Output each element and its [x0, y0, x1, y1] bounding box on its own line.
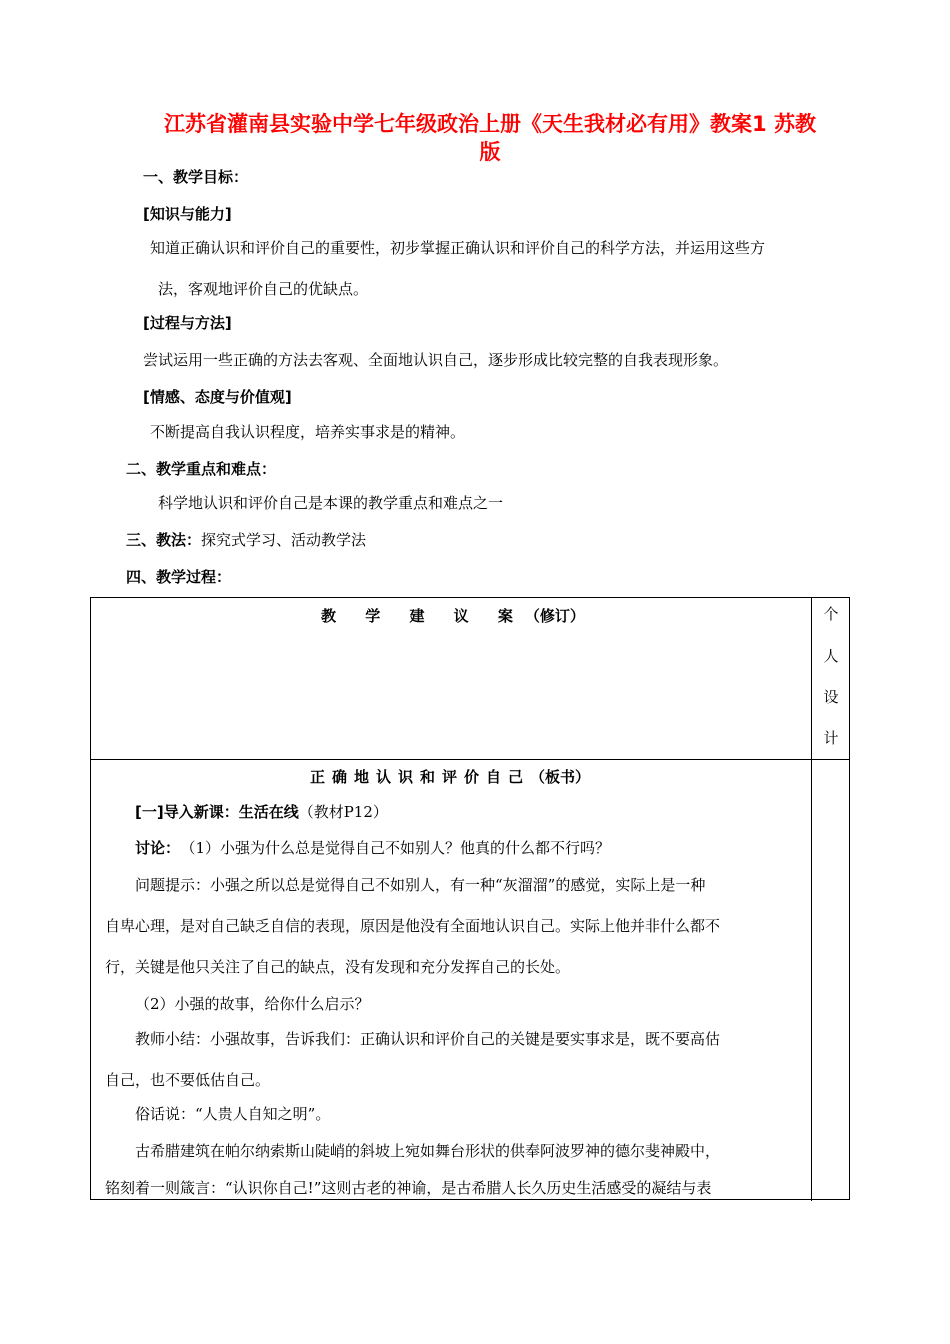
- side-char-4: 计: [823, 729, 839, 747]
- summary-line-1: 教师小结：小强故事，告诉我们：正确认识和评价自己的关键是要实事求是，既不要高估: [135, 1030, 721, 1048]
- greek-line-1: 古希腊建筑在帕尔纳索斯山陡峭的斜坡上宛如舞台形状的供奉阿波罗神的德尔斐神殿中，: [135, 1142, 721, 1160]
- side-char-1: 个: [823, 605, 839, 623]
- page-title-line1: 江苏省灌南县实验中学七年级政治上册《天生我材必有用》教案1 苏教: [164, 112, 816, 136]
- hint-line-2: 自卑心理，是对自己缺乏自信的表现，原因是他没有全面地认识自己。实际上他并非什么都不: [105, 917, 721, 935]
- proverb-line: 俗话说：“人贵人自知之明”。: [135, 1105, 331, 1123]
- knowledge-heading: [知识与能力]: [143, 205, 232, 223]
- hint-line-3: 行，关键是他只关注了自己的缺点，没有发现和充分发挥自己的长处。: [105, 958, 571, 976]
- intro-label: [一]导入新课：生活在线: [135, 803, 299, 821]
- table-row-divider: [91, 759, 849, 760]
- key-points-text: 科学地认识和评价自己是本课的教学重点和难点之一: [158, 494, 504, 512]
- intro-line: [135, 801, 388, 822]
- greek-line-2: 铭刻着一则箴言：“认识你自己!”这则古老的神谕，是古希腊人长久历史生活感受的凝结与表: [105, 1179, 712, 1197]
- page-title: [130, 110, 850, 166]
- goals-heading: 一、教学目标：: [143, 168, 249, 186]
- table-header-main: [321, 605, 585, 626]
- discussion-question-1: （1）小强为什么总是觉得自己不如别人？他真的什么都不行吗？: [188, 839, 611, 857]
- discussion-line: [135, 837, 610, 858]
- emotion-heading: [情感、态度与价值观]: [143, 388, 292, 406]
- teaching-method: [126, 529, 366, 550]
- side-char-3: 设: [823, 688, 839, 706]
- discussion-question-2: （2）小强的故事，给你什么启示？: [135, 995, 370, 1013]
- side-char-2: 人: [823, 647, 839, 665]
- board-title-suffix: （板书）: [530, 768, 591, 786]
- process-heading: [过程与方法]: [143, 314, 232, 332]
- board-title-text: 正确地认识和评价自己: [310, 768, 531, 786]
- hint-line-1: 问题提示：小强之所以总是觉得自己不如别人，有一种“灰溜溜”的感觉，实际上是一种: [135, 876, 706, 894]
- personal-design-column: [812, 598, 850, 758]
- teaching-process-heading: 四、教学过程：: [126, 568, 232, 586]
- teaching-method-text: 探究式学习、活动教学法: [201, 531, 367, 549]
- emotion-text: 不断提高自我认识程度，培养实事求是的精神。: [150, 423, 466, 441]
- discussion-label: 讨论：: [135, 839, 181, 857]
- knowledge-text-line2: 法，客观地评价自己的优缺点。: [158, 280, 369, 298]
- table-header-suffix: （修订）: [524, 607, 585, 625]
- lesson-table: [90, 597, 850, 1200]
- board-title: [310, 766, 590, 787]
- intro-reference: （教材P12）: [298, 803, 388, 821]
- teaching-method-label: 三、教法：: [126, 531, 202, 549]
- process-text: 尝试运用一些正确的方法去客观、全面地认识自己，逐步形成比较完整的自我表现形象。: [143, 351, 729, 369]
- summary-line-2: 自己，也不要低估自己。: [105, 1071, 271, 1089]
- key-points-heading: 二、教学重点和难点：: [126, 460, 277, 478]
- knowledge-text-line1: 知道正确认识和评价自己的重要性，初步掌握正确认识和评价自己的科学方法，并运用这些方: [150, 239, 766, 257]
- table-header-main-text: 教 学 建 议 案: [321, 607, 525, 625]
- page-title-line2: 版: [479, 140, 501, 164]
